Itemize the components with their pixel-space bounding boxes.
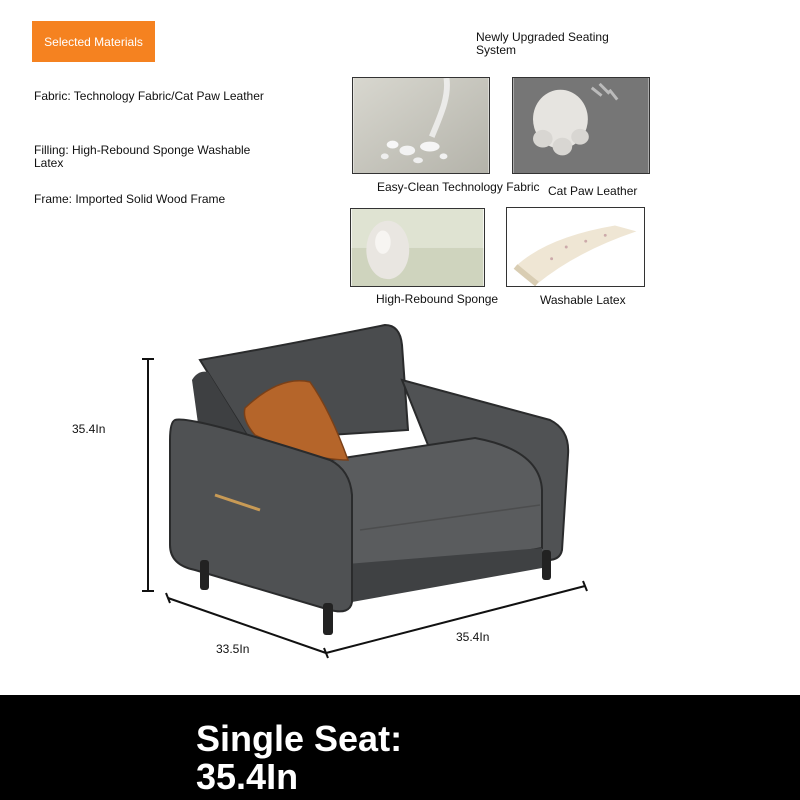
depth-dimension-label: 33.5In — [216, 642, 250, 656]
armchair-illustration — [130, 320, 600, 670]
spec-frame: Frame: Imported Solid Wood Frame — [34, 192, 226, 206]
seating-system-heading: Newly Upgraded Seating System — [476, 30, 609, 57]
swatch-caption-leather: Cat Paw Leather — [548, 184, 638, 198]
footer-line-2: 35.4In — [196, 756, 299, 797]
selected-materials-badge — [32, 21, 155, 62]
water-drops-fabric-icon — [352, 77, 490, 174]
height-dimension-label: 35.4In — [72, 422, 106, 436]
swatch-caption-sponge: High-Rebound Sponge — [376, 292, 499, 306]
footer-title — [196, 720, 616, 796]
swatch-caption-latex: Washable Latex — [540, 293, 626, 307]
badge-label: Selected Materials — [44, 34, 143, 49]
width-dimension-label: 35.4In — [456, 630, 490, 644]
spec-fabric: Fabric: Technology Fabric/Cat Paw Leather — [34, 89, 264, 103]
footer-line-1: Single Seat: — [196, 718, 403, 759]
cat-paw-icon — [512, 77, 650, 174]
sponge-egg-icon — [350, 208, 485, 287]
latex-foam-icon — [506, 207, 645, 287]
swatch-caption-fabric: Easy-Clean Technology Fabric — [377, 180, 540, 194]
spec-filling: Filling: High-Rebound Sponge Washable Latex — [34, 143, 251, 170]
